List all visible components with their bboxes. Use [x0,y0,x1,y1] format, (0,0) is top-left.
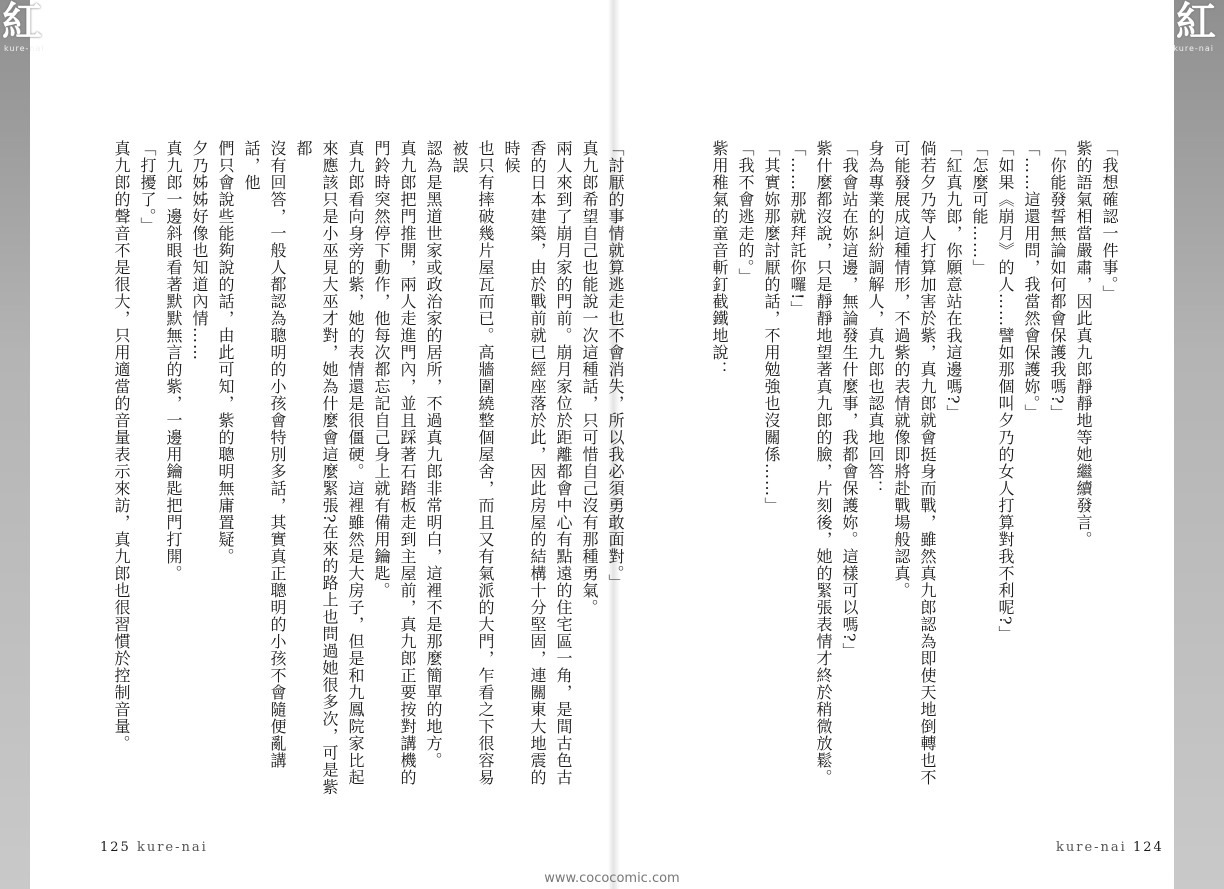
text-line: 門鈴時突然停下動作，他每次都忘記自己身上就有備用鑰匙。 [372,140,391,599]
text-line: 沒有回答，一般人都認為聰明的小孩會特別多話，其實真正聰明的小孩不會隨便亂講話，他 [242,140,287,769]
text-line: 紫的語氣相當嚴肅，因此真九郎靜靜地等她繼續發言。 [1074,140,1093,548]
folio-label: kure-nai [136,840,208,855]
page-number: 125 [100,840,131,855]
text-line: 「我想確認一件事。」 [1100,140,1119,302]
page-125-text [108,140,625,820]
page-number-right [1056,840,1164,855]
text-line: 香的日本建築，由於戰前就已經座落於此，因此房屋的結構十分堅固，連關東大地震的時候 [502,140,547,786]
logo-sub-right: kure-nai [1173,44,1214,53]
text-line: 真九郎一邊斜眼看著默默無言的紫，一邊用鑰匙把門打開。 [164,140,183,582]
text-line: 紫什麼都沒說，只是靜靜地望著真九郎的臉，片刻後，她的緊張表情才終於稍微放鬆。 [814,140,833,786]
text-line: 「其實妳那麼討厭的話，不用勉強也沒關係……」 [762,140,781,514]
text-line: 紫用稚氣的童音斬釘截鐵地說： [710,140,729,378]
folio-label: kure-nai [1056,840,1127,855]
text-line: 「紅真九郎，你願意站在我這邊嗎?」 [944,140,963,422]
text-line: 夕乃姊姊好像也知道內情…… [190,140,209,361]
vertical-text-block [108,140,628,800]
page-number: 124 [1132,840,1164,855]
text-line: 可能發展成這種情形，不過紫的表情就像即將赴戰場般認真。 [892,140,911,599]
text-line: 「討厭的事情就算逃走也不會消失，所以我必須勇敢面對。」 [606,140,625,591]
logo-mark-left: 紅 [2,0,42,45]
page-number-left [100,840,208,855]
text-line: 倘若夕乃等人打算加害於紫，真九郎就會挺身而戰，雖然真九郎認為即使天地倒轉也不 [918,140,937,786]
right-edge-strip [1174,0,1224,889]
text-line: 們只會說些能夠說的話，由此可知，紫的聰明無庸置疑。 [216,140,235,565]
text-line: 真九郎的聲音不是很大，只用適當的音量表示來訪，真九郎也很習慣於控制音量。 [112,140,131,752]
text-line: 「……那就拜託你囉!」 [788,140,807,318]
text-line: 「你能發誓無論如何都會保護我嗎?」 [1048,140,1067,422]
left-edge-strip [0,0,30,889]
text-line: 「我不會逃走的。」 [736,140,755,285]
text-line: 兩人來到了崩月家的門前。崩月家位於距離都會中心有點遠的住宅區一角，是間古色古 [554,140,573,786]
watermark-url: www.cococomic.com [544,871,680,886]
text-line: 「我會站在妳這邊，無論發生什麼事，我都會保護妳。這樣可以嗎?」 [840,140,859,660]
logo-sub-left: kure-nai [4,44,45,53]
text-line: 「……這還用問，我當然會保護妳。」 [1022,140,1041,421]
text-line: 身為專業的糾紛調解人，真九郎也認真地回答： [866,140,885,497]
text-line: 也只有摔破幾片屋瓦而已。高牆圍繞整個屋舍，而且又有氣派的大門，乍看之下很容易被誤 [450,140,495,786]
text-line: 認為是黑道世家或政治家的居所，不過真九郎非常明白，這裡不是那麼簡單的地方。 [424,140,443,769]
text-line: 「如果《崩月》的人……譬如那個叫夕乃的女人打算對我不利呢?」 [996,140,1015,643]
text-line: 「怎麼可能……」 [970,140,989,276]
text-line: 真九郎希望自己也能說一次這種話，只可惜自己沒有那種勇氣。 [580,140,599,616]
logo-mark-right: 紅 [1176,0,1216,45]
vertical-text-block [706,140,1122,800]
text-line: 來應該只是小巫見大巫才對，她為什麼會這麼緊張?在來的路上也問過她很多次，可是紫都 [294,140,339,796]
text-line: 「打擾了。」 [138,140,157,234]
text-line: 真九郎看向身旁的紫，她的表情還是很僵硬。這裡雖然是大房子，但是和九鳳院家比起 [346,140,365,786]
page-124-text [706,140,1119,820]
text-line: 真九郎把門推開，兩人走進門內，並且踩著石踏板走到主屋前，真九郎正要按對講機的 [398,140,417,786]
